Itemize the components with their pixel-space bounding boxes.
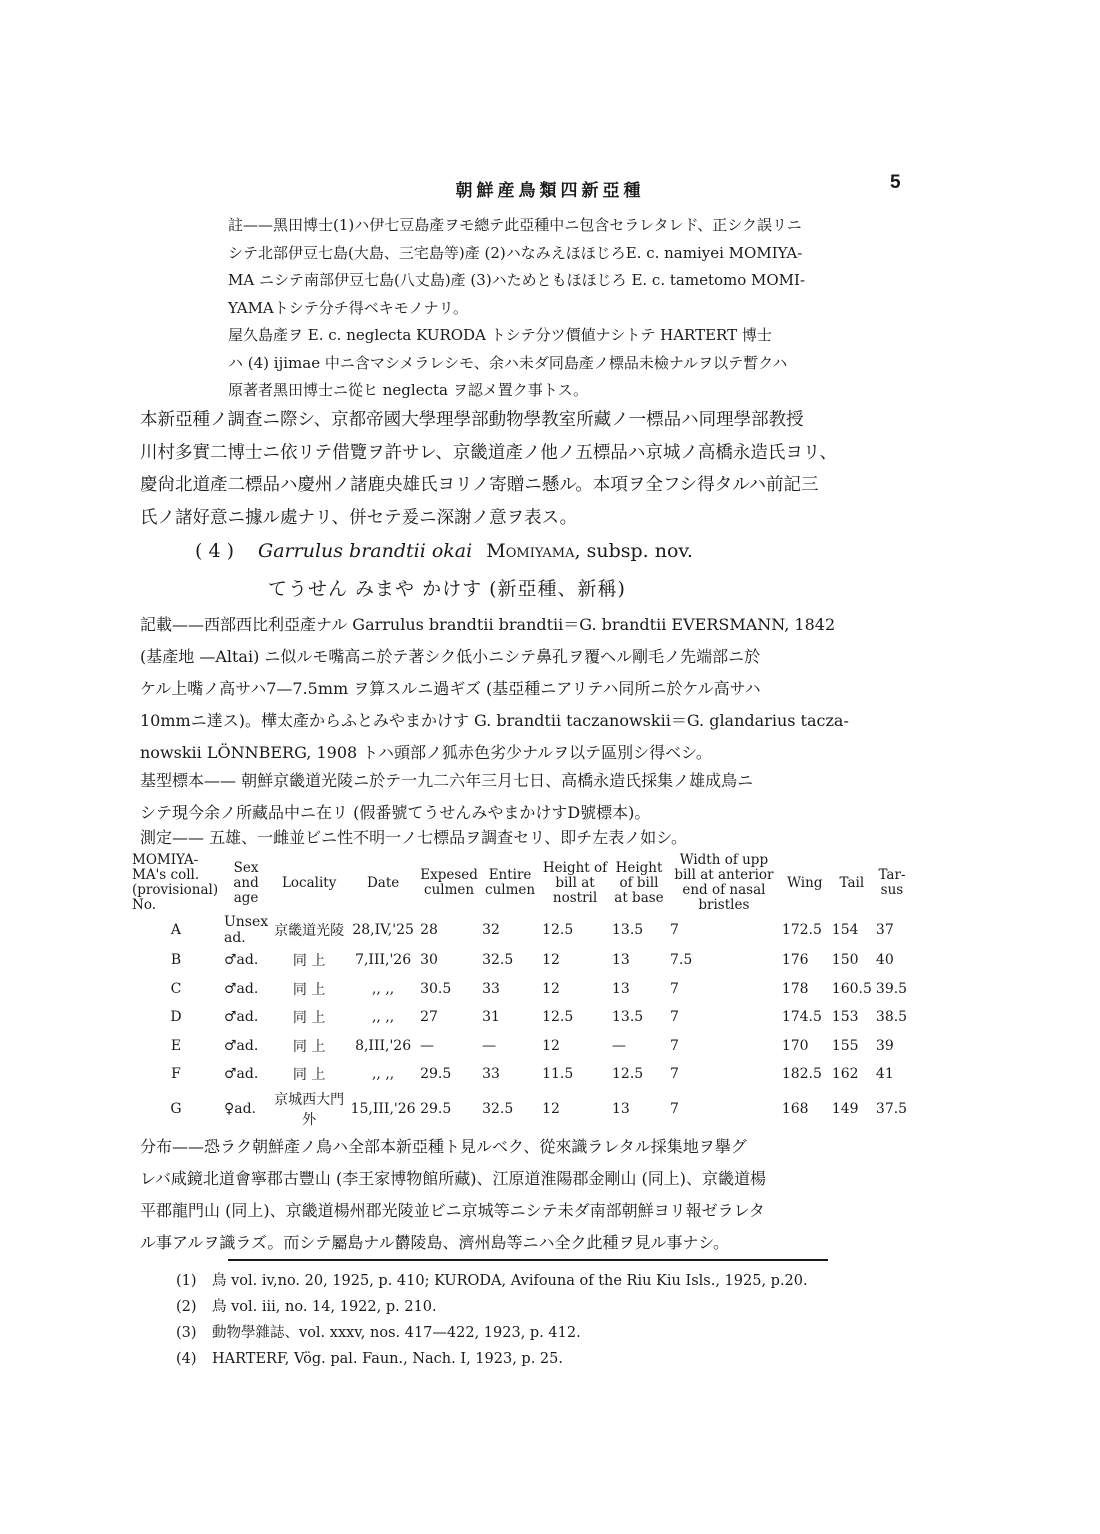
table-cell: 170 (781, 1037, 809, 1054)
note-line: ハ (4) ijimae 中ニ含マシメラレシモ、余ハ未ダ同島產ノ標品未檢ナルヲ以テ暫クハ (228, 353, 788, 372)
table-cell: ♂ad. (223, 952, 259, 969)
column-header: MOMIYA-MA's coll. (provisional) No. (132, 852, 219, 913)
table-cell: 33 (482, 980, 500, 997)
table-cell: 同 上 (292, 953, 326, 970)
table-cell: 28,IV,'25 (352, 922, 414, 938)
japanese-name-heading: てうせん みまや かけす (新亞種、新稱) (268, 578, 626, 600)
paragraph-line: 慶尙北道產二標品ハ慶州ノ諸鹿央雄氏ヨリノ寄贈ニ懸ル。本項ヲ全フシ得タルハ前記三 (140, 475, 819, 495)
table-cell: 7,III,'26 (355, 952, 412, 969)
table-cell: G (170, 1100, 182, 1117)
note-line: 屋久島產ヲ E. c. neglecta KURODA トシテ分ツ價値ナシトテ HARTERT 博士 (228, 326, 772, 344)
table-cell: 31 (482, 1009, 500, 1026)
table-cell: D (170, 1009, 182, 1026)
table-cell: 30 (420, 952, 438, 969)
table-cell: 32.5 (482, 1100, 514, 1117)
paragraph-line: 氏ノ諸好意ニ據ル處ナリ、併セテ爰ニ深謝ノ意ヲ表ス。 (140, 507, 578, 528)
column-header: Height of bill at base (614, 859, 664, 906)
table-cell: A (170, 922, 182, 938)
table-cell: 7.5 (669, 952, 693, 969)
table-cell: ♂ad. (223, 1009, 259, 1026)
note-line: YAMAトシテ分チ得ベキモノナリ。 (228, 298, 468, 317)
note-line: MA ニシテ南部伊豆七島(八丈島)產 (3)ハためともほほじろ E. c. tametomo MOMI- (228, 271, 806, 289)
table-cell: 39.5 (875, 980, 908, 997)
table-cell: 37 (875, 922, 894, 938)
table-cell: E (170, 1037, 182, 1054)
table-cell: 7 (669, 1037, 679, 1054)
table-cell: 同 上 (292, 1038, 326, 1055)
table-cell: 同 上 (292, 981, 326, 998)
table-row (130, 1003, 910, 1032)
paragraph-line: 平郡龍門山 (同上)、京畿道楊州郡光陵並ビニ京城等ニシテ未ダ南部朝鮮ヨリ報ゼラレタ (140, 1201, 765, 1220)
running-title: 朝鮮産鳥類四新亞種 (455, 181, 645, 201)
table-cell: 7 (669, 1066, 679, 1083)
table-cell: 15,III,'26 (350, 1100, 416, 1117)
table-cell: 29.5 (420, 1100, 452, 1117)
table-cell: ♂ad. (223, 980, 259, 997)
table-cell: 38.5 (875, 1009, 908, 1026)
scientific-name: Garrulus brandtii okai (258, 540, 473, 562)
note-line: シテ北部伊豆七島(大島、三宅島等)產 (2)ハなみえほほじろE. c. namiyei MOMIYA- (228, 243, 803, 262)
paragraph-line: 分布——恐ラク朝鮮產ノ鳥ハ全部本新亞種ト見ルベク、從來識ラレタル採集地ヲ擧グ (140, 1137, 747, 1156)
table-cell: — (612, 1037, 626, 1054)
table-cell: 172.5 (781, 922, 822, 938)
table-cell: 7 (669, 1009, 679, 1026)
paragraph-line: 川村多實二博士ニ依リテ借覽ヲ許サレ、京畿道產ノ他ノ五標品ハ京城ノ高橋永造氏ヨリ、 (140, 442, 838, 463)
footnote: (1) 鳥 vol. iv,no. 20, 1925, p. 410; KURODA, Avifouna of the Riu Kiu Isls., 1925, p.20. (176, 1273, 808, 1289)
page-number: 5 (890, 172, 901, 193)
table-cell: 13.5 (612, 922, 644, 938)
table-cell: 京畿道光陵 (274, 923, 345, 939)
table-row (130, 1089, 910, 1129)
column-header: Tar-sus (878, 867, 906, 898)
column-header: Width of upp bill at anterior end of nasal bristles (674, 852, 774, 913)
footnote: (2) 鳥 vol. iii, no. 14, 1922, p. 210. (176, 1299, 437, 1315)
table-cell: 同 上 (292, 1010, 326, 1027)
table-cell: — (482, 1037, 497, 1054)
table-cell: 150 (831, 952, 859, 969)
column-header: Wing (787, 874, 823, 891)
table-cell: 155 (831, 1037, 859, 1054)
table-cell: 160.5 (831, 980, 872, 997)
species-author: Momiyama (486, 540, 575, 562)
column-header: Height of bill at nostril (542, 859, 608, 906)
species-number: ( 4 ) (195, 540, 234, 562)
table-cell: 7 (669, 1100, 679, 1117)
table-cell: 41 (875, 1066, 894, 1083)
table-cell: 8,III,'26 (355, 1037, 412, 1054)
footnote: (4) HARTERF, Vög. pal. Faun., Nach. I, 1923, p. 25. (176, 1351, 563, 1367)
table-cell: 32.5 (482, 952, 514, 969)
table-cell: 12.5 (542, 922, 574, 938)
table-header-row (130, 852, 910, 914)
table-cell: B (170, 952, 182, 969)
table-cell: 162 (831, 1066, 859, 1083)
paragraph-line: レバ咸鏡北道會寧郡古豐山 (李王家博物館所藏)、江原道淮陽郡金剛山 (同上)、京畿道楊 (140, 1169, 767, 1188)
table-cell: 174.5 (781, 1009, 822, 1026)
table-cell: 153 (831, 1009, 859, 1026)
table-cell: 12.5 (542, 1009, 574, 1026)
table-cell: 39 (875, 1037, 894, 1054)
table-cell: 13.5 (612, 1009, 644, 1026)
column-header: Sex and age (233, 859, 259, 906)
table-row (130, 975, 910, 1004)
table-cell: 12 (542, 1100, 560, 1117)
type-specimen-paragraph (140, 765, 900, 829)
paragraph-line: 本新亞種ノ調查ニ際シ、京都帝國大學理學部動物學教室所藏ノ一標品ハ同理學部教授 (140, 410, 804, 430)
table-cell: 178 (781, 980, 809, 997)
paragraph-line: 記載——西部西比利亞產ナル Garrulus brandtii brandtii＝G. brandtii EVERSMANN, 1842 (140, 615, 836, 634)
table-row (130, 1060, 910, 1089)
table-cell: 33 (482, 1066, 500, 1083)
table-row (130, 1032, 910, 1061)
table-cell: 154 (831, 922, 859, 938)
table-cell: 7 (669, 922, 679, 938)
table-cell: 168 (781, 1100, 809, 1117)
table-cell: ♂ad. (223, 1066, 259, 1083)
paragraph-line: 10mmニ達ス)。樺太產からふとみやまかけす G. brandtii taczanowskii＝G. glandarius tacza- (140, 711, 849, 730)
table-body (130, 914, 910, 1129)
table-cell: 12 (542, 952, 560, 969)
table-cell: 149 (831, 1100, 859, 1117)
column-header: Expesed culmen (420, 867, 478, 898)
species-status: subsp. nov. (586, 540, 693, 562)
table-cell: 11.5 (542, 1066, 574, 1083)
species-heading: ( 4 ) Garrulus brandtii okai Momiyama, subsp. nov. (195, 540, 693, 562)
note-line: 註——黑田博士(1)ハ伊七豆島產ヲモ總テ此亞種中ニ包含セラレタレド、正シク誤リニ (228, 216, 802, 234)
measurements-intro: 測定—— 五雄、一雌並ビニ性不明一ノ七標品ヲ調查セリ、即チ左表ノ如シ。 (140, 828, 688, 847)
table-cell: ♀ad. (223, 1100, 256, 1117)
table-cell: 7 (669, 980, 679, 997)
distribution-paragraph (140, 1131, 900, 1259)
column-header: Locality (281, 874, 337, 891)
table-cell: ,, ,, (371, 1066, 395, 1083)
footnotes (176, 1268, 876, 1372)
column-header: Tail (839, 874, 865, 891)
table-row (130, 946, 910, 975)
paragraph-line: シテ現今余ノ所藏品中ニ在リ (假番號てうせんみやまかけすD號標本)。 (140, 803, 651, 822)
table-cell: 32 (482, 922, 500, 938)
table-cell: 37.5 (875, 1100, 908, 1117)
table-cell: F (171, 1066, 181, 1083)
table-cell: 12.5 (612, 1066, 644, 1083)
table-cell: ,, ,, (371, 1009, 395, 1026)
acknowledgement-paragraph (140, 404, 900, 534)
table-cell: 29.5 (420, 1066, 452, 1083)
table-cell: Unsex ad. (223, 914, 269, 946)
paragraph-line: (基產地 —Altai) ニ似ルモ嘴高ニ於テ著シク低小ニシテ鼻孔ヲ覆ヘル剛毛ノ先端部ニ於 (140, 647, 761, 666)
footnote: (3) 動物學雜誌、vol. xxxv, nos. 417—422, 1923, p. 412. (176, 1325, 581, 1341)
table-cell: 40 (875, 952, 894, 969)
table-cell: 13 (612, 1100, 630, 1117)
paragraph-line: 基型標本—— 朝鮮京畿道光陵ニ於テ一九二六年三月七日、高橋永造氏採集ノ雄成鳥ニ (140, 771, 754, 790)
table-cell: 176 (781, 952, 809, 969)
table-cell: 同 上 (292, 1067, 326, 1084)
table-cell: 京城西大門外 (274, 1091, 345, 1128)
column-header: Entire culmen (485, 867, 536, 898)
table-cell: 12 (542, 1037, 560, 1054)
paragraph-line: ル事アルヲ識ラズ。而シテ屬島ナル欝陵島、濟州島等ニハ全ク此種ヲ見ル事ナシ。 (140, 1233, 729, 1252)
description-paragraph (140, 609, 900, 769)
column-header: Date (366, 874, 400, 891)
note-line: 原著者黑田博士ニ從ヒ neglecta ヲ認メ置ク事トス。 (228, 381, 589, 399)
table-cell: 12 (542, 980, 560, 997)
paragraph-line: nowskii LÖNNBERG, 1908 トハ頭部ノ狐赤色劣少ナルヲ以テ區別シ得ベシ。 (140, 743, 712, 762)
table-cell: 30.5 (420, 980, 452, 997)
table-cell: 13 (612, 980, 630, 997)
paragraph-line: ケル上嘴ノ高サハ7—7.5mm ヲ算スルニ過ギズ (基亞種ニアリテハ同所ニ於ケル高サハ (140, 679, 761, 698)
table-cell: ♂ad. (223, 1037, 259, 1054)
table-cell: 28 (420, 922, 438, 938)
footnote-divider (228, 1259, 828, 1261)
table-cell: C (170, 980, 182, 997)
table-cell: — (420, 1037, 435, 1054)
table-cell: ,, ,, (371, 980, 395, 997)
measurements-table (130, 852, 910, 1129)
table-row (130, 914, 910, 946)
table-cell: 27 (420, 1009, 438, 1026)
note-block (228, 212, 888, 405)
table-cell: 13 (612, 952, 630, 969)
table-cell: 182.5 (781, 1066, 822, 1083)
